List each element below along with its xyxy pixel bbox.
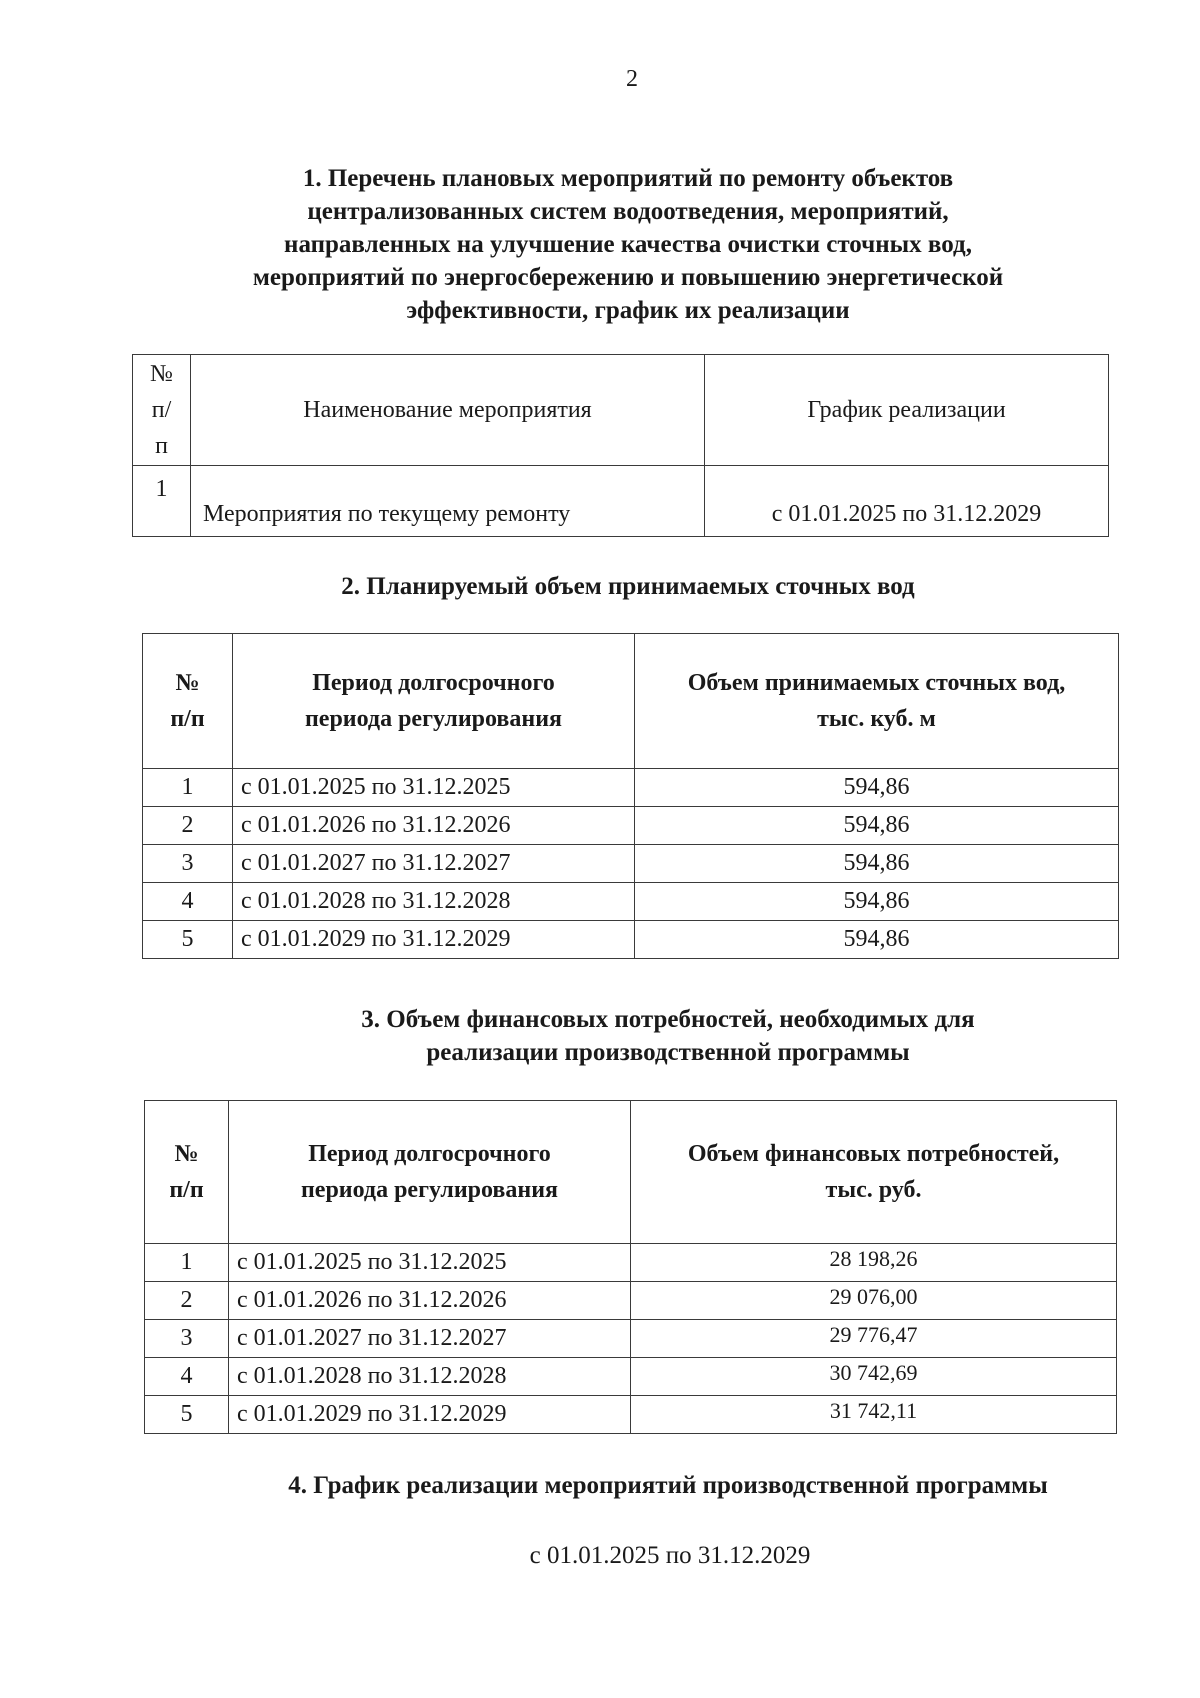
section3-title-line: реализации производственной программы — [426, 1039, 910, 1066]
section1-title-line: эффективности, график их реализации — [406, 297, 850, 324]
cell-period: с 01.01.2026 по 31.12.2026 — [233, 807, 635, 845]
cell-num: 5 — [143, 921, 233, 959]
cell-num: 2 — [145, 1282, 229, 1320]
cell-num: 3 — [143, 845, 233, 883]
table-row — [145, 1358, 1117, 1396]
page-number: 2 — [626, 66, 638, 92]
cell-period: с 01.01.2029 по 31.12.2029 — [233, 921, 635, 959]
cell-num: 1 — [133, 466, 191, 537]
header-num-line: № — [174, 1141, 199, 1167]
cell-period: с 01.01.2025 по 31.12.2025 — [229, 1244, 631, 1282]
header-value-line: Объем финансовых потребностей, — [687, 1141, 1060, 1167]
header-period — [229, 1101, 631, 1244]
table-row — [143, 807, 1119, 845]
cell-schedule: с 01.01.2025 по 31.12.2029 — [705, 466, 1109, 537]
cell-period: с 01.01.2026 по 31.12.2026 — [229, 1282, 631, 1320]
section1-title — [140, 162, 1116, 327]
cell-value: 31 742,11 — [631, 1396, 1117, 1434]
cell-value: 594,86 — [635, 845, 1119, 883]
measures-table — [132, 354, 1109, 537]
header-num — [145, 1101, 229, 1244]
table-row — [145, 1244, 1117, 1282]
cell-num: 3 — [145, 1320, 229, 1358]
cell-value: 594,86 — [635, 769, 1119, 807]
cell-value: 28 198,26 — [631, 1244, 1117, 1282]
section1-title-line: 1. Перечень плановых мероприятий по ремонту объектов — [302, 165, 954, 192]
cell-name: Мероприятия по текущему ремонту — [191, 466, 705, 537]
header-num-line: п/п — [169, 1177, 204, 1203]
cell-period: с 01.01.2028 по 31.12.2028 — [233, 883, 635, 921]
cell-num: 1 — [145, 1244, 229, 1282]
section3-title-line: 3. Объем финансовых потребностей, необходимых для — [361, 1006, 975, 1033]
cell-period: с 01.01.2029 по 31.12.2029 — [229, 1396, 631, 1434]
header-period-line: Период долгосрочного — [308, 1141, 551, 1167]
cell-num: 2 — [143, 807, 233, 845]
table-row — [133, 466, 1109, 537]
header-value-line: Объем принимаемых сточных вод, — [687, 670, 1066, 696]
section2-title: 2. Планируемый объем принимаемых сточных вод — [341, 573, 915, 600]
cell-num: 4 — [145, 1358, 229, 1396]
header-value — [635, 634, 1119, 769]
table-row — [143, 883, 1119, 921]
header-value-line: тыс. куб. м — [817, 706, 936, 732]
header-num-line: п/ — [151, 397, 172, 423]
table-row — [145, 1320, 1117, 1358]
cell-value: 594,86 — [635, 883, 1119, 921]
section4-title: 4. График реализации мероприятий производственной программы — [288, 1472, 1048, 1499]
header-name: Наименование мероприятия — [191, 355, 705, 466]
cell-value: 29 776,47 — [631, 1320, 1117, 1358]
header-period-line: Период долгосрочного — [312, 670, 555, 696]
header-num-line: п — [155, 433, 168, 459]
header-num-line: № — [150, 361, 173, 387]
table-header-row — [133, 355, 1109, 466]
cell-period: с 01.01.2025 по 31.12.2025 — [233, 769, 635, 807]
table-header-row — [145, 1101, 1117, 1244]
cell-num: 4 — [143, 883, 233, 921]
cell-value: 594,86 — [635, 921, 1119, 959]
header-num — [133, 355, 191, 466]
header-num-line: № — [175, 670, 200, 696]
header-period-line: периода регулирования — [300, 1177, 559, 1203]
table-row — [143, 921, 1119, 959]
section1-title-line: мероприятий по энергосбережению и повышению энергетической — [252, 264, 1004, 291]
cell-value: 30 742,69 — [631, 1358, 1117, 1396]
wastewater-volume-table — [142, 633, 1119, 959]
cell-period: с 01.01.2027 по 31.12.2027 — [229, 1320, 631, 1358]
header-value-line: тыс. руб. — [825, 1177, 922, 1203]
section4-period: с 01.01.2025 по 31.12.2029 — [529, 1542, 811, 1569]
header-num — [143, 634, 233, 769]
section3-title — [180, 1003, 1156, 1069]
section1-title-line: централизованных систем водоотведения, мероприятий, — [307, 198, 949, 225]
cell-num: 5 — [145, 1396, 229, 1434]
cell-value: 29 076,00 — [631, 1282, 1117, 1320]
table-row — [143, 769, 1119, 807]
cell-num: 1 — [143, 769, 233, 807]
header-num-line: п/п — [170, 706, 205, 732]
header-schedule: График реализации — [705, 355, 1109, 466]
header-value — [631, 1101, 1117, 1244]
table-row — [145, 1396, 1117, 1434]
cell-period: с 01.01.2027 по 31.12.2027 — [233, 845, 635, 883]
financial-needs-table — [144, 1100, 1117, 1434]
table-row — [145, 1282, 1117, 1320]
header-period-line: периода регулирования — [304, 706, 563, 732]
section1-title-line: направленных на улучшение качества очистки сточных вод, — [284, 231, 972, 258]
cell-value: 594,86 — [635, 807, 1119, 845]
table-header-row — [143, 634, 1119, 769]
table-row — [143, 845, 1119, 883]
cell-period: с 01.01.2028 по 31.12.2028 — [229, 1358, 631, 1396]
header-period — [233, 634, 635, 769]
